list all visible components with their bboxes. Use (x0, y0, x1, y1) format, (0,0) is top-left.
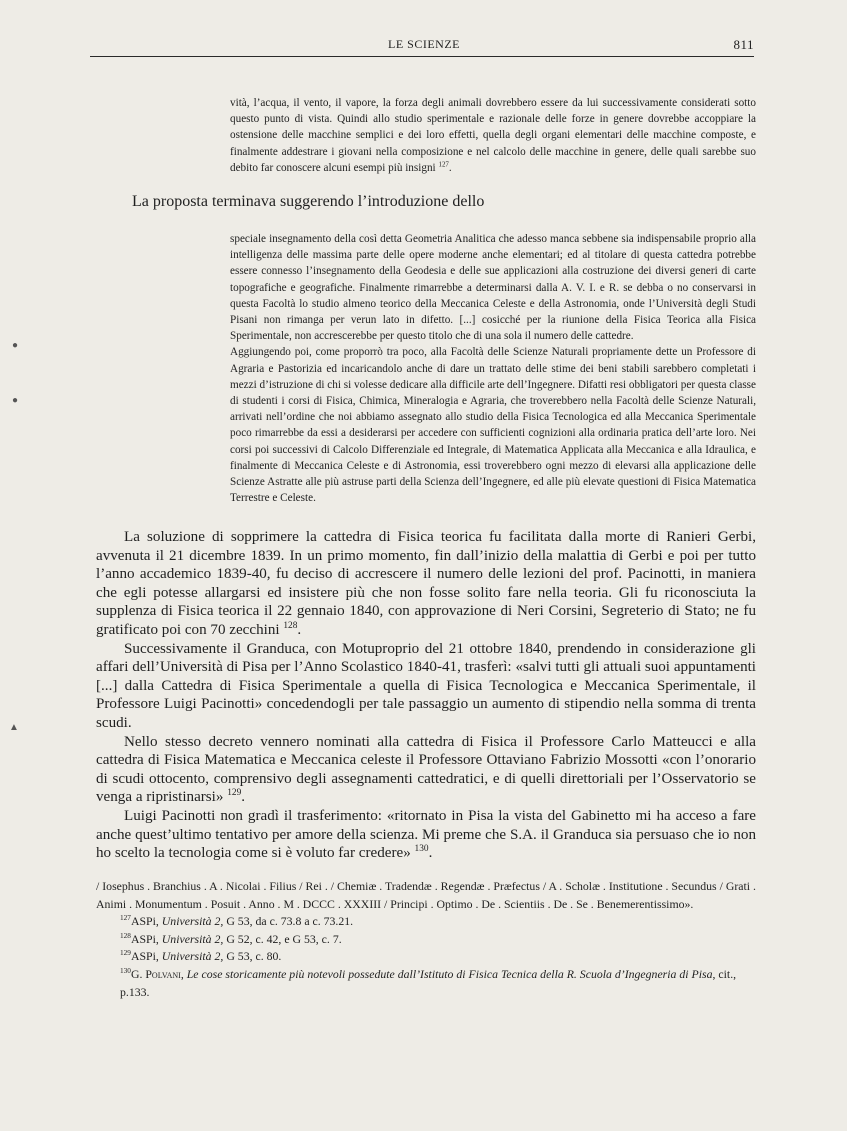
body-paragraph-2: Successivamente il Granduca, con Motuproprio del 21 ottobre 1840, prendendo in considerazione gli affari dell’Università di Pisa per l’Anno Scolastico 1840-41, trasferì: «salvi tutti gli attuali suoi appuntamenti [...] dalla Cattedra di Fisica Sperimentale a quella di Fisica Tecnologica e Meccanica Sperimentale, il Professore Luigi Pacinotti» concedendogli per tale passaggio un aumento di stipendio nella somma di trenta scudi. (96, 640, 756, 731)
footnote-series: Università 2, (161, 949, 224, 964)
footnote-128 (120, 931, 756, 949)
footnote-number: 127 (120, 913, 131, 923)
block-quote-2 (230, 231, 756, 506)
footnote-127 (120, 913, 756, 931)
block-quote-1 (230, 95, 756, 176)
body-paragraph-4-end: . (428, 845, 433, 862)
footnote-location: G 53, c. 80. (223, 949, 282, 964)
body-paragraph-1 (96, 528, 756, 640)
body-paragraph-4 (96, 807, 756, 863)
footnote-continuation: / Iosephus . Branchius . A . Nicolai . Filius / Rei . / Chemiæ . Tradendæ . Regendæ . Præfectus / A . Scholæ . Institutione . Secundus / Grati . Animi . Monumentum . Posuit . Anno . M . DCCC . XXXIII / Principi . Optimo . De . Scientiis . De . Se . Benemerentissimo». (96, 879, 756, 911)
quote-2-para-2: Aggiungendo poi, come proporrò tra poco, alla Facoltà delle Scienze Naturali propriamente dette un Professore di Agraria e Pastorizia ed incaricandolo anche di dare un trattato delle stime dei beni stabili sarebbero completati i mezzi d’istruzione di chi si volesse dedicare alla difficile arte dell’Ingegnere. Difatti resi obbligatori per questa classe di studenti i corsi di Fisica, Chimica, Mineralogia e Agraria, che troverebbero nella Facoltà delle Scienze Naturali, arrivati nell’ordine che noi abbiamo assegnato allo studio della Fisica Tecnologica ed alla Meccanica Sperimentale poco rimarrebbe da essi a desiderarsi per accedere con sufficienti cognizioni alla ordinaria pratica dell’arte loro. Nei corsi poi successivi di Calcolo Differenziale ed Integrale, di Matematica Applicata alla Meccanica e alla Idraulica, e finalmente di Meccanica Celeste e di Astronomia, essi troverebbero ogni mezzo di elevarsi alla applicazione delle Scienze Astratte alle più astruse parti della Scienza dell’Ingegnere, ed alle più elevate questioni di Fisica Matematica Terrestre e Celeste. (230, 346, 756, 505)
quote-1-text: vità, l’acqua, il vento, il vapore, la forza degli animali dovrebbero essere da lui successivamente considerati sotto questo punto di vista. Quindi allo studio sperimentale e razionale delle forze in genere dovrebbe accoppiare la ostensione delle macchine semplici e dei loro effetti, quella degli organi elementari delle macchine composte, e finalmente addestrare i giovani nella composizione e nel calcolo delle macchine in genere, delle quali sarebbe suo debito far conoscere alcuni esempi più insigni (230, 97, 756, 174)
footnotes (96, 878, 756, 1001)
body-paragraph-3-end: . (241, 789, 246, 806)
running-head (90, 37, 754, 55)
footnote-ref-128[interactable]: 128 (283, 620, 298, 631)
footnote-location: G 53, da c. 73.8 a c. 73.21. (223, 914, 354, 929)
footnote-ref-130[interactable]: 130 (414, 844, 429, 855)
header-rule (90, 56, 754, 57)
footnote-author-initial: G. (130, 966, 146, 981)
quote-2-para-1: speciale insegnamento della così detta Geometria Analitica che adesso manca sebbene sia indispensabile proprio alla intelligenza delle massima parte delle opere moderne anche elementari; ed al titolare di questa cattedra potrebbe essere connesso l’insegnamento della Geodesia e delle sue applicazioni alla costruzione dei diversi generi di carte topografiche e geografiche. Finalmente rimarrebbe a determinarsi dalla A. V. I. e R. se debba o no conservarsi in questa Facoltà lo studio almeno teorico della Meccanica Celeste e della Astronomia, onde l’Università degli Studi Pisani non rimanga per verun lato in difetto. [...] cosicché per la riunione della Fisica Teorica alla Fisica Sperimentale, non accrescerebbe per questo titolo che di una sola il numero delle cattedre. (230, 233, 756, 343)
footnote-series: Università 2, (161, 931, 224, 946)
footnote-ref-129[interactable]: 129 (227, 788, 242, 799)
body-paragraph-3 (96, 733, 756, 807)
footnote-number: 129 (120, 948, 131, 958)
footnote-ref-127[interactable]: 127 (438, 160, 449, 169)
page-number: 811 (733, 37, 754, 52)
footnote-location: G 52, c. 42, e G 53, c. 7. (223, 931, 342, 946)
body-paragraph-4-text: Luigi Pacinotti non gradì il trasferimento: «ritornato in Pisa la vista del Gabinetto mi ha acceso a fare anche quest’ultimo tentativo per amore della scienza. Mi preme che S.A. il Granduca sia persuaso che io non ho scelto la tecnologia come si è voluto far credere» (96, 807, 756, 862)
footnote-location: , cit., p.133. (120, 966, 737, 999)
margin-dot-mark: ● (12, 340, 19, 351)
footnote-source: ASPi, (130, 949, 162, 964)
footnote-source: ASPi, (130, 931, 162, 946)
footnote-source: ASPi, (130, 914, 162, 929)
body-paragraph-1-end: . (297, 621, 302, 638)
footnote-author: Polvani (145, 966, 181, 981)
footnote-130 (120, 966, 756, 1001)
quote-1-end: . (448, 161, 452, 174)
footnote-separator: , (180, 966, 187, 981)
margin-triangle-mark: ▲ (9, 722, 19, 733)
footnote-series: Università 2, (161, 914, 224, 929)
body-text (96, 528, 756, 863)
margin-dot-mark: ● (12, 395, 19, 406)
running-title: LE SCIENZE (388, 37, 460, 51)
footnote-129 (120, 948, 756, 966)
footnote-title: Le cose storicamente più notevoli possedute dall’Istituto di Fisica Tecnica della R. Scuola d’Ingegneria di Pisa (186, 966, 713, 981)
body-paragraph-1-text: La soluzione di sopprimere la cattedra di Fisica teorica fu facilitata dalla morte di Ranieri Gerbi, avvenuta il 21 dicembre 1839. In un primo momento, fin dall’inizio della malattia di Gerbi e poi per tutto l’anno accademico 1839-40, fu deciso di accrescere il numero delle lezioni del prof. Pacinotti, in maniera che egli potesse allargarsi ed insistere più che non fosse solito fare nella teoria. Gli fu riconosciuta la supplenza di Fisica teorica il 22 gennaio 1840, con approvazione di Neri Corsini, Segreterio di Stato; ne fu gratificato poi con 70 zecchini (96, 529, 756, 638)
lead-sentence: La proposta terminava suggerendo l’introduzione dello (132, 193, 485, 210)
footnote-number: 128 (120, 930, 131, 940)
footnote-number: 130 (120, 966, 131, 976)
body-paragraph-3-text: Nello stesso decreto vennero nominati alla cattedra di Fisica il Professore Carlo Matteucci e alla cattedra di Fisica Matematica e Meccanica celeste il Professore Ottaviano Fabrizio Mossotti «con l’onorario di scudi ottocento, comprensivo degli assegnamenti cattedratici, e di quelli direttoriali per l’Osservatorio se venga a ripristinarsi» (96, 733, 756, 806)
